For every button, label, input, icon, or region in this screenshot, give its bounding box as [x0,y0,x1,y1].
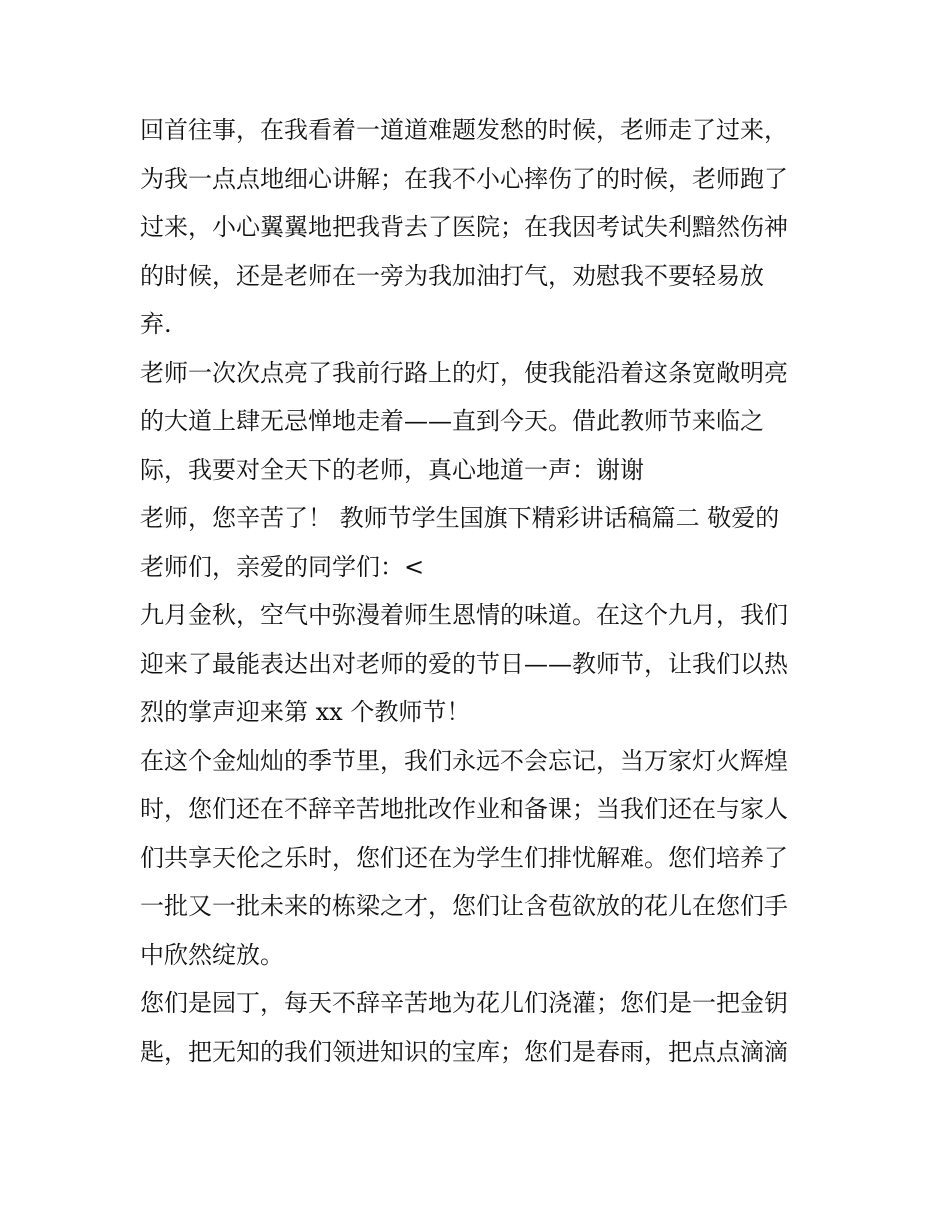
text-line: 您们是园丁，每天不辞辛苦地为花儿们浇灌；您们是一把金钥 [140,989,788,1017]
text-line: 老师们，亲爱的同学们：< [140,552,425,581]
text-line: 过来，小心翼翼地把我背去了医院；在我因考试失利黯然伤神 [140,213,788,241]
text-line: 弃. [140,310,172,338]
text-line: 回首往事，在我看着一道道难题发愁的时候，老师走了过来， [140,116,788,144]
text-line: 老师一次次点亮了我前行路上的灯，使我能沿着这条宽敞明亮 [140,358,788,387]
text-line: 九月金秋，空气中弥漫着师生恩情的味道。在这个九月，我们 [140,601,788,629]
text-line: 的时候，还是老师在一旁为我加油打气，劝慰我不要轻易放 [140,261,764,290]
text-line: 老师，您辛苦了！ 教师节学生国旗下精彩讲话稿篇二 敬爱的 [140,504,780,532]
text-line: 烈的掌声迎来第 xx 个教师节！ [140,698,471,726]
text-line: 们共享天伦之乐时，您们还在为学生们排忧解难。您们培养了 [140,843,788,872]
text-line: 迎来了最能表达出对老师的爱的节日——教师节，让我们以热 [140,649,788,678]
text-line: 在这个金灿灿的季节里，我们永远不会忘记，当万家灯火辉煌 [140,746,788,775]
document-body [140,106,820,1076]
text-line: 的大道上肆无忌惮地走着——直到今天。借此教师节来临之 [140,407,764,435]
text-line: 时，您们还在不辞辛苦地批改作业和备课；当我们还在与家人 [140,795,788,823]
text-line: 中欣然绽放。 [140,940,284,969]
text-line: 际，我要对全天下的老师，真心地道一声：谢谢 [140,455,644,484]
text-line: 一批又一批未来的栋梁之才，您们让含苞欲放的花儿在您们手 [140,892,788,920]
text-line: 匙，把无知的我们领进知识的宝库；您们是春雨，把点点滴滴 [140,1037,788,1066]
text-line: 为我一点点地细心讲解；在我不小心摔伤了的时候，老师跑了 [140,164,788,193]
